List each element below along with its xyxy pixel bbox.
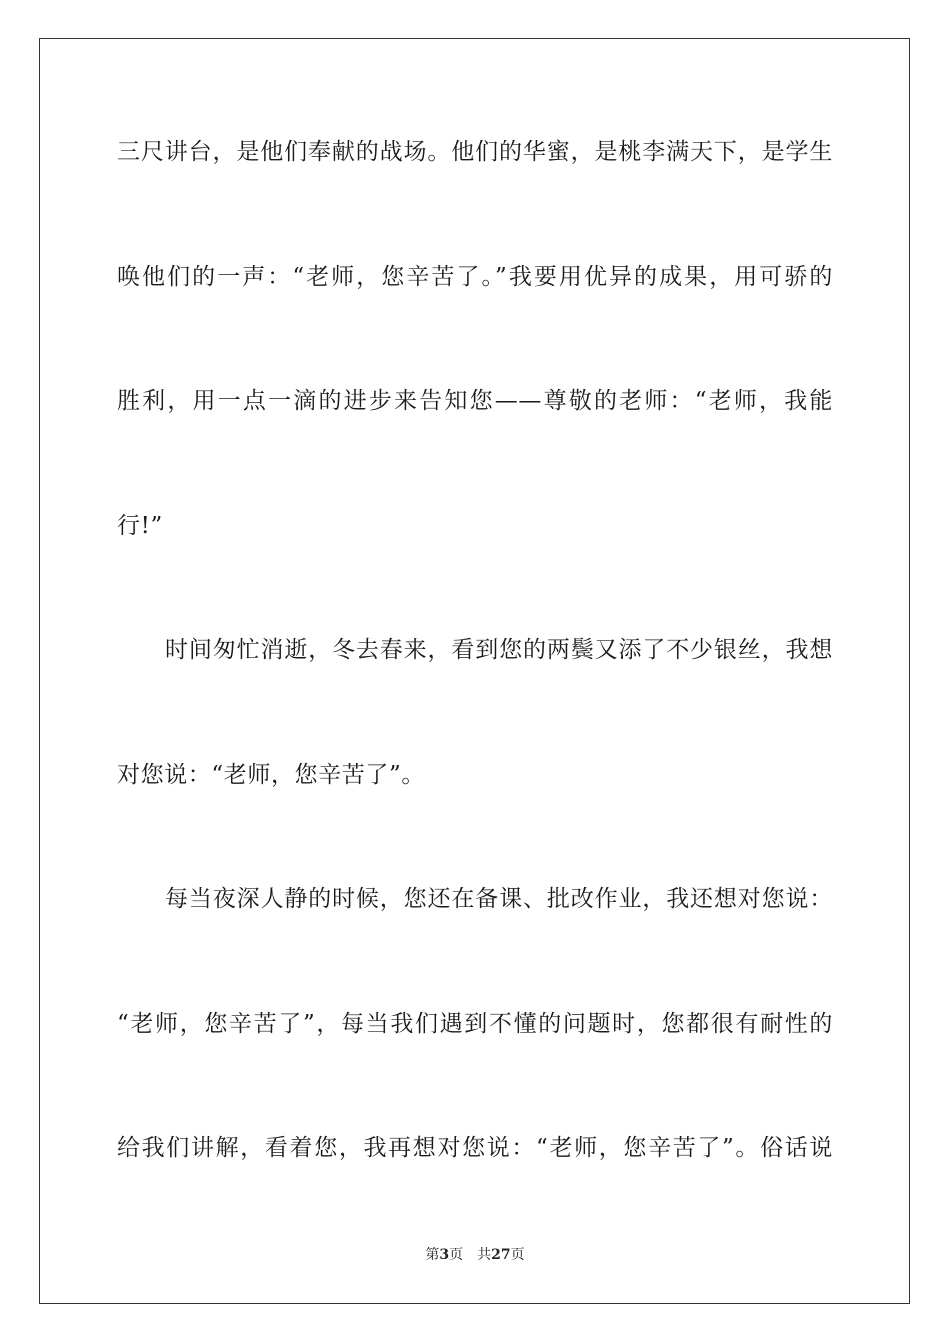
paragraph-3-line-3: 给我们讲解，看着您，我再想对您说：“老师，您辛苦了”。俗话说 [117,1135,833,1161]
page-suffix: 页 [449,1247,464,1263]
total-prefix: 共 [477,1247,492,1263]
page-footer [0,1246,950,1264]
total-suffix: 页 [510,1247,525,1263]
text-line-1: 三尺讲台，是他们奉献的战场。他们的华蜜，是桃李满天下，是学生 [117,139,833,165]
text-line-3: 胜利，用一点一滴的进步来告知您——尊敬的老师：“老师，我能 [117,388,833,414]
text-line-4: 行!” [117,513,163,539]
paragraph-3-line-2: “老师，您辛苦了”，每当我们遇到不懂的问题时，您都很有耐性的 [117,1011,833,1037]
page-prefix: 第 [425,1247,440,1263]
paragraph-3-line-1: 每当夜深人静的时候，您还在备课、批改作业，我还想对您说： [165,886,833,912]
page-number: 3 [439,1247,450,1263]
paragraph-2-line-1: 时间匆忙消逝，冬去春来，看到您的两鬓又添了不少银丝，我想 [165,637,833,663]
paragraph-2-line-2: 对您说：“老师，您辛苦了”。 [117,762,425,788]
page-frame [39,38,910,1304]
text-line-2: 唤他们的一声：“老师，您辛苦了。”我要用优异的成果，用可骄的 [117,264,833,290]
total-pages: 27 [491,1247,511,1263]
